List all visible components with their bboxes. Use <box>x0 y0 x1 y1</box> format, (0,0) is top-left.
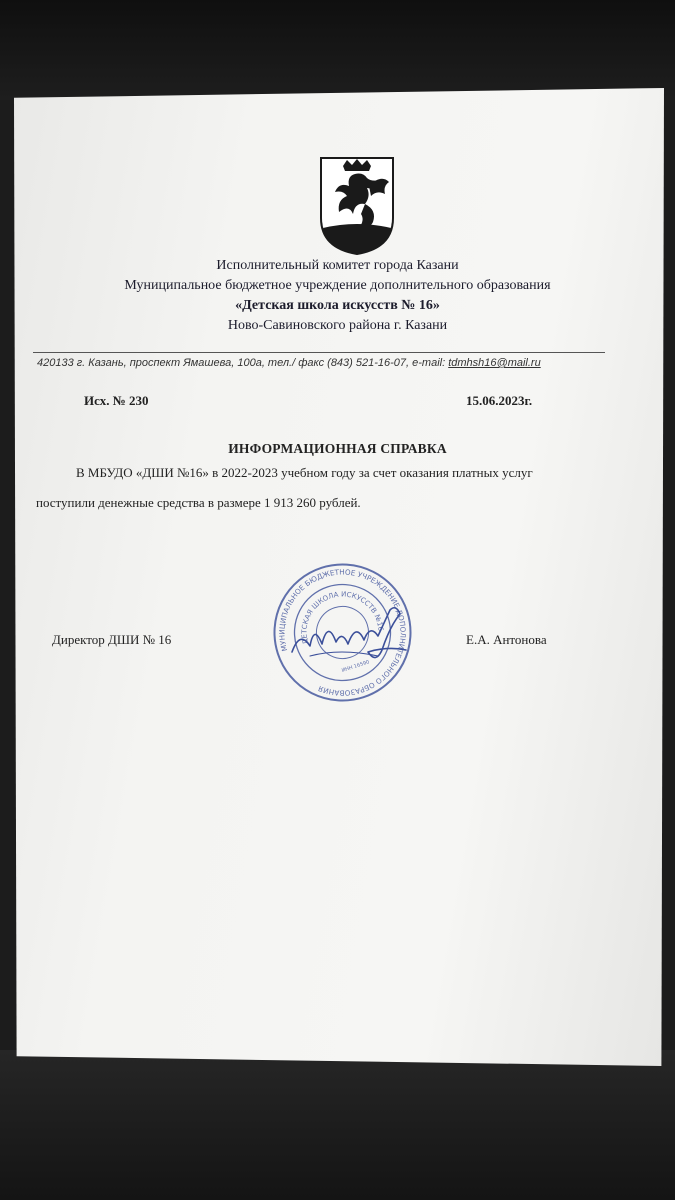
stamp-inn: ИНН 16590 <box>340 659 371 674</box>
body-line-1: В МБУДО «ДШИ №16» в 2022-2023 учебном году за счет оказания платных услуг <box>76 465 533 480</box>
email-link[interactable]: tdmhsh16@mail.ru <box>448 357 541 369</box>
kazan-coat-of-arms-icon <box>319 156 395 256</box>
signatory-name: Е.А. Антонова <box>466 632 547 647</box>
stamp-outer-text: МУНИЦИПАЛЬНОЕ БЮДЖЕТНОЕ УЧРЕЖДЕНИЕ ДОПОЛНИТЕЛЬНОГО ОБРАЗОВАНИЯ <box>277 567 408 698</box>
photo-background-top <box>0 0 675 100</box>
stamp-inner-text: ДЕТСКАЯ ШКОЛА ИСКУССТВ №16 <box>300 590 385 646</box>
address-text: 420133 г. Казань, проспект Ямашева, 100а, тел./ факс (843) 521-16-07, e-mail: <box>37 357 449 369</box>
signatory-position: Директор ДШИ № 16 <box>52 632 172 647</box>
header-district: Ново-Савиновского района г. Казани <box>227 318 448 333</box>
header-institution-type: Муниципальное бюджетное учреждение дополнительного образования <box>124 278 551 293</box>
document-title: ИНФОРМАЦИОННАЯ СПРАВКА <box>228 441 447 456</box>
header-divider <box>33 352 605 353</box>
photo-background-bottom <box>0 1050 675 1200</box>
header-committee: Исполнительный комитет города Казани <box>216 258 459 273</box>
svg-text:МУНИЦИПАЛЬНОЕ БЮДЖЕТНОЕ УЧРЕЖД <box>270 560 415 705</box>
official-stamp-icon <box>270 560 415 705</box>
body-line-2: поступили денежные средства в размере 1 913 260 рублей. <box>36 495 361 510</box>
document-date: 15.06.2023г. <box>466 393 533 408</box>
header-school-name: «Детская школа искусств № 16» <box>235 298 440 313</box>
outgoing-number: Исх. № 230 <box>84 393 149 408</box>
address-line <box>37 357 541 369</box>
